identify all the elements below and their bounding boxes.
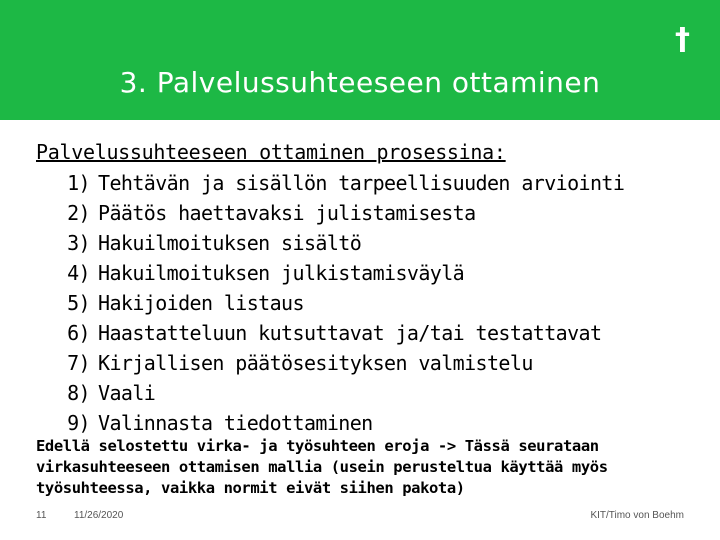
slide-author: KIT/Timo von Boehm xyxy=(590,510,684,521)
list-item-number: 8) xyxy=(67,381,90,405)
list-item xyxy=(50,288,624,318)
list-item xyxy=(50,348,624,378)
list-item-text: Vaali xyxy=(98,381,156,405)
list-item xyxy=(50,198,624,228)
list-item-number: 7) xyxy=(67,351,90,375)
list-item-number: 2) xyxy=(67,201,90,225)
list-item xyxy=(50,378,624,408)
list-item xyxy=(50,408,624,438)
list-item xyxy=(50,258,624,288)
list-item-number: 5) xyxy=(67,291,90,315)
list-item-text: Hakuilmoituksen sisältö xyxy=(98,231,362,255)
slide-date: 11/26/2020 xyxy=(74,510,124,521)
list-item-number: 1) xyxy=(67,171,90,195)
list-item-text: Päätös haettavaksi julistamisesta xyxy=(98,201,476,225)
list-item-number: 3) xyxy=(67,231,90,255)
slide-subtitle: Palvelussuhteeseen ottaminen prosessina: xyxy=(36,140,506,164)
list-item-text: Haastatteluun kutsuttavat ja/tai testattavat xyxy=(98,321,602,345)
list-item-text: Tehtävän ja sisällön tarpeellisuuden arviointi xyxy=(98,171,625,195)
slide-number: 11 xyxy=(36,510,47,521)
list-item xyxy=(50,228,624,258)
list-item-number: 9) xyxy=(67,411,90,435)
list-item-text: Valinnasta tiedottaminen xyxy=(98,411,373,435)
cross-icon: † xyxy=(675,22,690,57)
list-item xyxy=(50,168,624,198)
list-item-number: 4) xyxy=(67,261,90,285)
list-item-number: 6) xyxy=(67,321,90,345)
title-banner xyxy=(0,0,720,120)
list-item-text: Hakuilmoituksen julkistamisväylä xyxy=(98,261,465,285)
list-item-text: Kirjallisen päätösesityksen valmistelu xyxy=(98,351,533,375)
list-item-text: Hakijoiden listaus xyxy=(98,291,304,315)
list-item xyxy=(50,318,624,348)
slide-title: 3. Palvelussuhteeseen ottaminen xyxy=(119,66,601,99)
process-steps-list xyxy=(50,168,624,438)
summary-note: Edellä selostettu virka- ja työsuhteen eroja -> Tässä seurataan virkasuhteeseen ottamisen mallia (usein perusteltua käyttää myös työsuhteessa, vaikka normit eivät siihen pakota) xyxy=(36,437,608,497)
